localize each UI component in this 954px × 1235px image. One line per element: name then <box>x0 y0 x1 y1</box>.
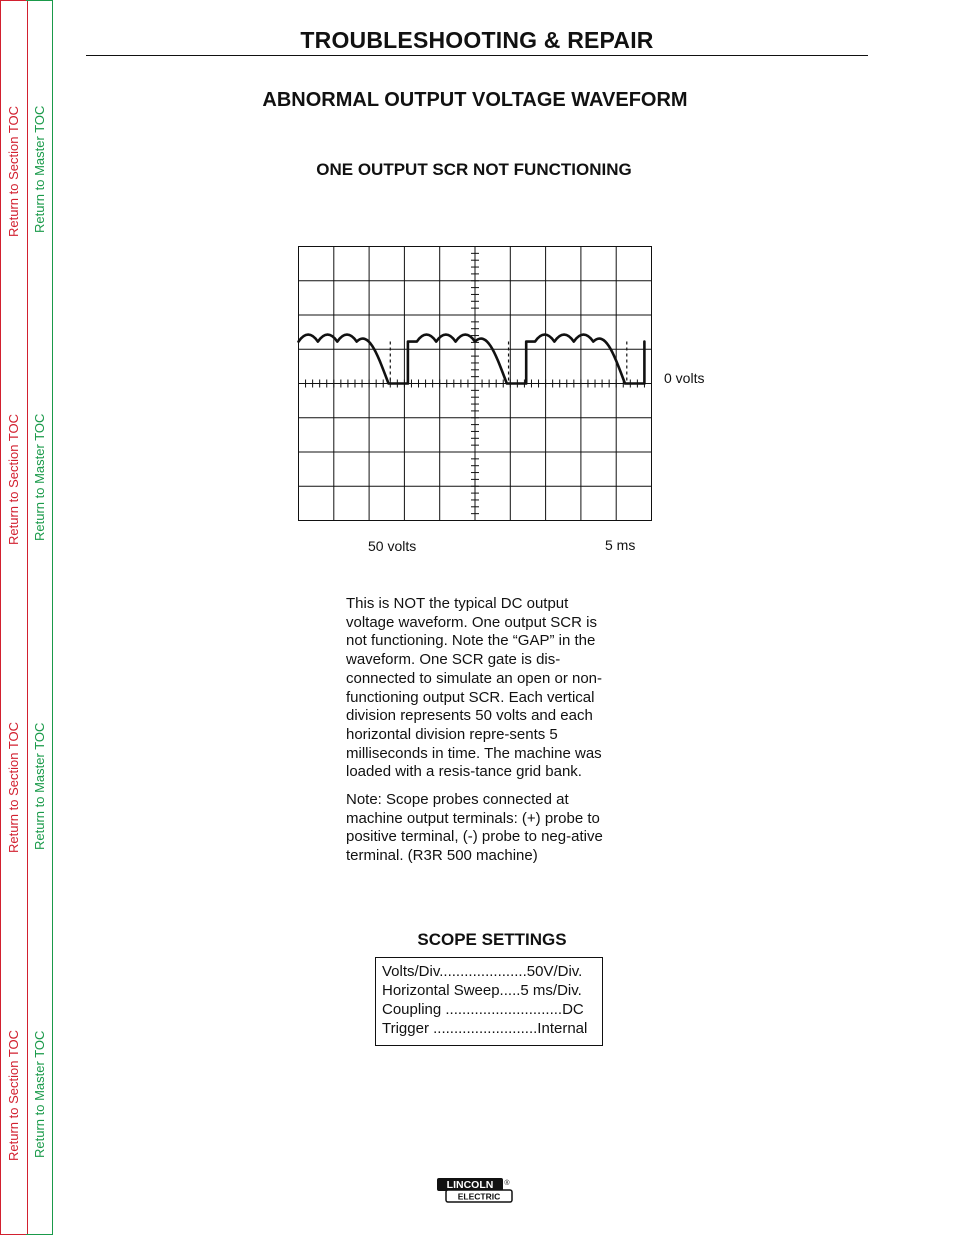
scope-graticule <box>299 247 652 521</box>
zero-volts-label: 0 volts <box>664 370 705 386</box>
logo-lincoln-text: LINCOLN <box>446 1179 494 1191</box>
logo-registered-mark: ® <box>504 1180 510 1187</box>
return-to-section-toc-link-1[interactable]: Return to Section TOC <box>6 105 21 237</box>
scope-settings-title: SCOPE SETTINGS <box>417 930 567 949</box>
probe-note: Note: Scope probes connected at machine output terminals: (+) probe to positive terminal, (-) probe to neg-ative terminal. (R3R 500 machine) <box>346 791 603 865</box>
waveform-description <box>346 595 618 875</box>
scope-settings-box <box>375 957 603 1046</box>
lincoln-electric-logo <box>436 1177 514 1203</box>
return-to-section-toc-link-4[interactable]: Return to Section TOC <box>6 1029 21 1161</box>
return-to-section-toc-link-3[interactable]: Return to Section TOC <box>6 721 21 853</box>
title-divider <box>86 55 868 56</box>
setting-coupling: Coupling ............................DC <box>382 1001 584 1018</box>
waveform-subtitle: ONE OUTPUT SCR NOT FUNCTIONING <box>316 160 632 179</box>
return-to-master-toc-link-3[interactable]: Return to Master TOC <box>32 722 47 850</box>
logo-electric-text: ELECTRIC <box>457 1191 501 1202</box>
return-to-master-toc-link-2[interactable]: Return to Master TOC <box>32 413 47 541</box>
description-paragraph: This is NOT the typical DC output voltage waveform. One output SCR is not functioning. Note the “GAP” in the waveform. One SCR gate is dis-connected to simulate an open or non-functioning output SCR. Each vertical division represents 50 volts and each horizontal division repre-sents 5 milliseconds in time. The machine was loaded with a resis-tance grid bank. <box>346 595 603 781</box>
return-to-master-toc-link-4[interactable]: Return to Master TOC <box>32 1030 47 1158</box>
setting-trigger: Trigger .........................Internal <box>382 1020 588 1037</box>
return-to-section-toc-link-2[interactable]: Return to Section TOC <box>6 413 21 545</box>
return-to-master-toc-link-1[interactable]: Return to Master TOC <box>32 105 47 233</box>
setting-horizontal-sweep: Horizontal Sweep.....5 ms/Div. <box>382 982 582 999</box>
section-title: ABNORMAL OUTPUT VOLTAGE WAVEFORM <box>262 89 688 111</box>
volts-per-div-label: 50 volts <box>368 538 417 554</box>
setting-volts-div: Volts/Div.....................50V/Div. <box>382 963 583 980</box>
time-per-div-label: 5 ms <box>605 537 636 553</box>
page-title: TROUBLESHOOTING & REPAIR <box>300 27 654 53</box>
oscilloscope-waveform <box>297 246 654 524</box>
